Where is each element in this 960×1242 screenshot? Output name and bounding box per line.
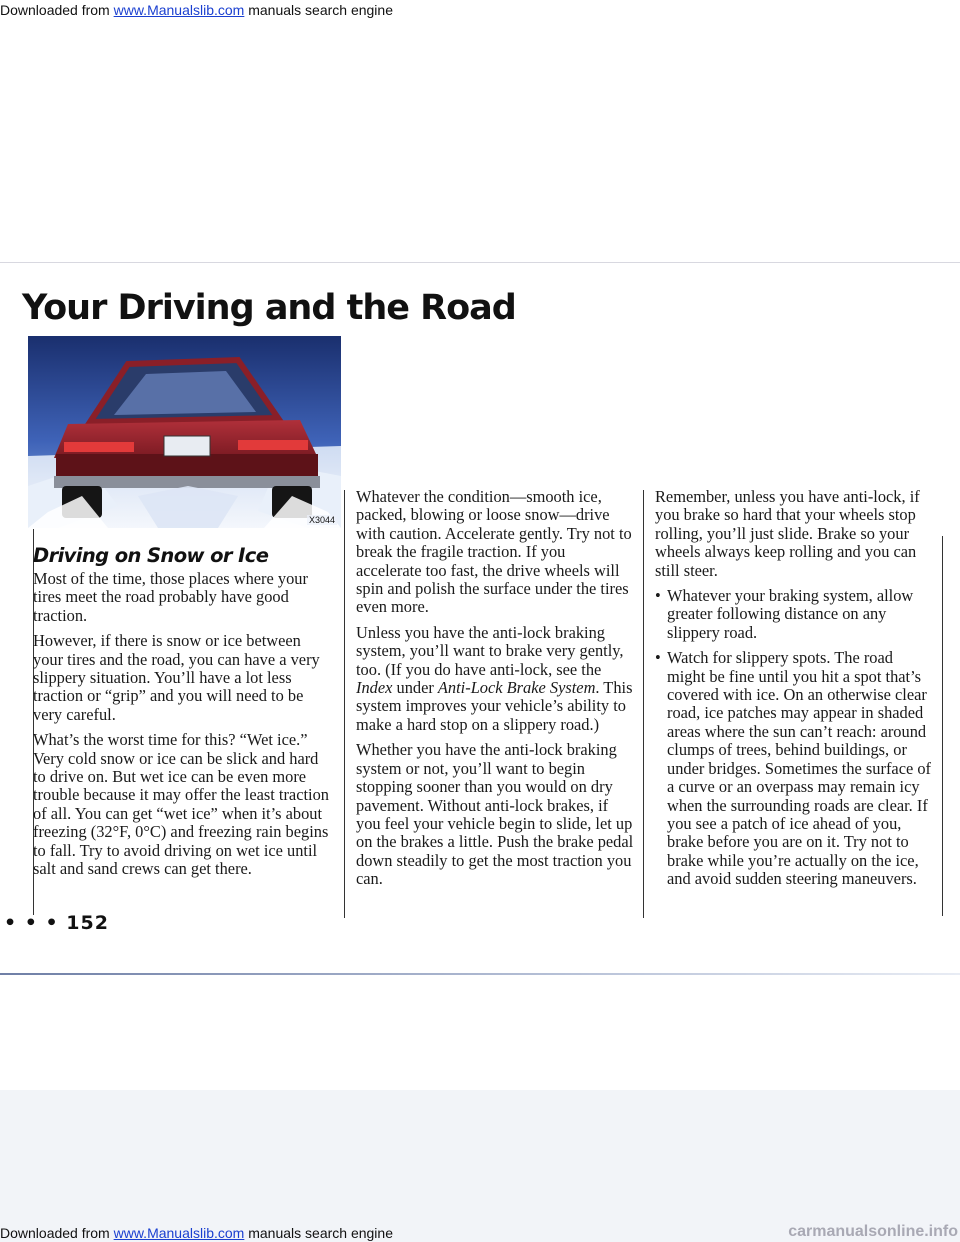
footer-band	[0, 1090, 960, 1242]
paragraph: Most of the time, those places where your tires meet the road probably have good traction.	[33, 569, 308, 625]
page-title: Your Driving and the Road	[22, 288, 516, 328]
list-item: • Whatever your braking system, allow greater following distance on any slippery road.	[655, 587, 935, 642]
column-rule-far-right	[942, 536, 943, 916]
page-number-dots: • • •	[4, 912, 59, 934]
paragraph: However, if there is snow or ice between your tires and the road, you can have a very slippery situation. You’ll have a lot less traction or “grip” and you will need to be very careful.	[33, 631, 320, 724]
download-notice-prefix: Downloaded from	[0, 2, 114, 18]
paragraph: Whatever the condition—smooth ice, packed, blowing or loose snow—drive with caution. Accelerate gently. Try not to break the fragile traction. If you accelerate too fast, the drive wheels will spin and polish the surface under the tires even more.	[356, 487, 632, 617]
index-reference: Index	[356, 678, 393, 698]
paragraph-anti-lock	[356, 624, 634, 734]
text-run: under	[392, 678, 438, 698]
watermark: carmanualsonline.info	[788, 1223, 958, 1240]
bottom-rule	[0, 973, 960, 975]
manualslib-link-footer[interactable]: www.Manualslib.com	[113, 1225, 245, 1241]
paragraph: What’s the worst time for this? “Wet ice.” Very cold snow or ice can be slick and hard to drive on. But wet ice can be even more trouble because it may offer the least traction of all. You can get “wet ice” when it’s about freezing (32°F, 0°C) and freezing rain begins to fall. Try to avoid driving on wet ice until salt and sand crews can get there.	[33, 730, 329, 879]
list-item: • Watch for slippery spots. The road might be fine until you hit a spot that’s covered with ice. On an otherwise clear road, ice patches may appear in shaded areas where the sun can’t reach: around clumps of trees, behind buildings, or under bridges. Sometimes the surface of a curve or an overpass may remain icy when the surrounding roads are clear. If you see a patch of ice ahead of you, brake before you are on it. Try not to brake while you’re actually on the ice, and avoid sudden steering maneuvers.	[655, 649, 935, 888]
download-notice	[0, 0, 960, 20]
paragraph: Whether you have the anti-lock braking system or not, you’ll want to begin stopping sooner than you would on dry pavement. Without anti-lock brakes, if you feel your vehicle begin to slide, let up on the brakes a little. Push the brake pedal down steadily to get the most traction you can.	[356, 740, 634, 889]
download-notice-prefix: Downloaded from	[0, 1225, 114, 1241]
car-on-snow-photo	[28, 336, 341, 528]
manualslib-link[interactable]: www.Manualslib.com	[113, 2, 245, 18]
paragraph: Remember, unless you have anti-lock, if you brake so hard that your wheels stop rolling, you’ll just slide. Brake so your wheels always keep rolling and you can still steer.	[655, 487, 920, 580]
page-number-value: 152	[66, 912, 109, 934]
download-notice-suffix: manuals search engine	[244, 2, 393, 18]
tips-list	[655, 587, 935, 889]
download-notice-suffix: manuals search engine	[244, 1225, 393, 1241]
page-number	[4, 912, 109, 934]
column-2	[356, 488, 634, 896]
column-rule-middle	[344, 490, 345, 918]
anti-lock-brake-system-reference: Anti-Lock Brake System	[437, 678, 596, 698]
car-illustration	[28, 336, 341, 528]
footer-download-notice	[0, 1224, 393, 1242]
column-1	[33, 570, 333, 886]
column-rule-right	[643, 490, 644, 918]
column-3	[655, 488, 935, 896]
section-heading: Driving on Snow or Ice	[33, 544, 269, 567]
photo-code: X3044	[308, 515, 335, 525]
text-run: Unless you have the anti-lock braking system, you’ll want to brake very gently, too. (If you do have anti-lock, see the	[356, 622, 624, 679]
text-run: . This system improves your vehicle’s ability to make a hard stop on a slippery road.)	[356, 678, 633, 734]
